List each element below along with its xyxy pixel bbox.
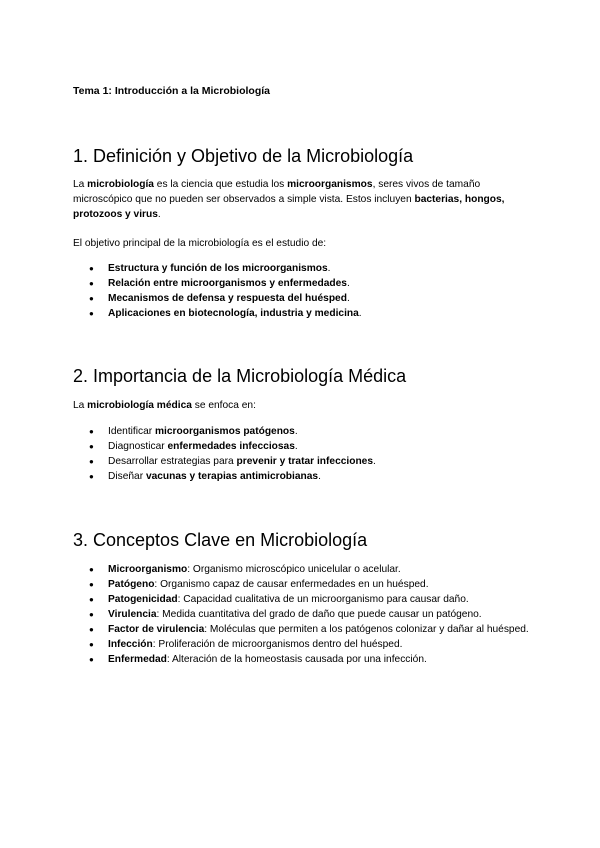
list-item: ● Diseñar vacunas y terapias antimicrobianas. [89, 471, 321, 482]
list-item: ● Desarrollar estrategias para prevenir y tratar infecciones. [89, 456, 376, 467]
list-item: ● Virulencia: Medida cuantitativa del grado de daño que puede causar un patógeno. [89, 609, 482, 620]
list-item: ● Enfermedad: Alteración de la homeostasis causada por una infección. [89, 654, 427, 665]
bullet-icon: ● [89, 457, 94, 466]
bullet-icon: ● [89, 472, 94, 481]
bullet-icon: ● [89, 427, 94, 436]
section-2-intro: La microbiología médica se enfoca en: [73, 400, 256, 411]
list-item: ● Infección: Proliferación de microorganismos dentro del huésped. [89, 639, 403, 650]
bullet-icon: ● [89, 580, 94, 589]
list-item: ● Patogenicidad: Capacidad cualitativa de un microorganismo para causar daño. [89, 594, 469, 605]
section-1-objectives-list [73, 261, 533, 321]
bullet-icon: ● [89, 294, 94, 303]
bullet-icon: ● [89, 640, 94, 649]
document-title: Tema 1: Introducción a la Microbiología [73, 85, 270, 97]
list-item: ● Patógeno: Organismo capaz de causar enfermedades en un huésped. [89, 579, 429, 590]
bullet-icon: ● [89, 595, 94, 604]
section-2-list [73, 424, 533, 484]
section-1-heading: 1. Definición y Objetivo de la Microbiología [73, 146, 414, 166]
section-1-paragraph: La microbiología es la ciencia que estudia los microorganismos, seres vivos de tamaño microscópico que no pueden ser observados a simple vista. Estos incluyen bacterias, hongos, protozoos y virus. [73, 179, 505, 220]
list-item: ● Aplicaciones en biotecnología, industria y medicina. [89, 308, 362, 319]
bullet-icon: ● [89, 565, 94, 574]
bullet-icon: ● [89, 625, 94, 634]
bullet-icon: ● [89, 655, 94, 664]
bullet-icon: ● [89, 442, 94, 451]
section-3-concepts-list [73, 562, 533, 667]
bullet-icon: ● [89, 610, 94, 619]
section-1-objective-intro: El objetivo principal de la microbiología es el estudio de: [73, 238, 327, 249]
section-3-heading: 3. Conceptos Clave en Microbiología [73, 530, 368, 550]
bullet-icon: ● [89, 264, 94, 273]
bullet-icon: ● [89, 279, 94, 288]
list-item: ● Relación entre microorganismos y enfermedades. [89, 278, 350, 289]
list-item: ● Microorganismo: Organismo microscópico unicelular o acelular. [89, 564, 401, 575]
list-item: ● Mecanismos de defensa y respuesta del huésped. [89, 293, 350, 304]
list-item: ● Factor de virulencia: Moléculas que permiten a los patógenos colonizar y dañar al huésped. [89, 624, 529, 635]
list-item: ● Estructura y función de los microorganismos. [89, 263, 331, 274]
list-item: ● Diagnosticar enfermedades infecciosas. [89, 441, 298, 452]
bullet-icon: ● [89, 309, 94, 318]
list-item: ● Identificar microorganismos patógenos. [89, 426, 298, 437]
section-2-heading: 2. Importancia de la Microbiología Médica [73, 366, 407, 386]
